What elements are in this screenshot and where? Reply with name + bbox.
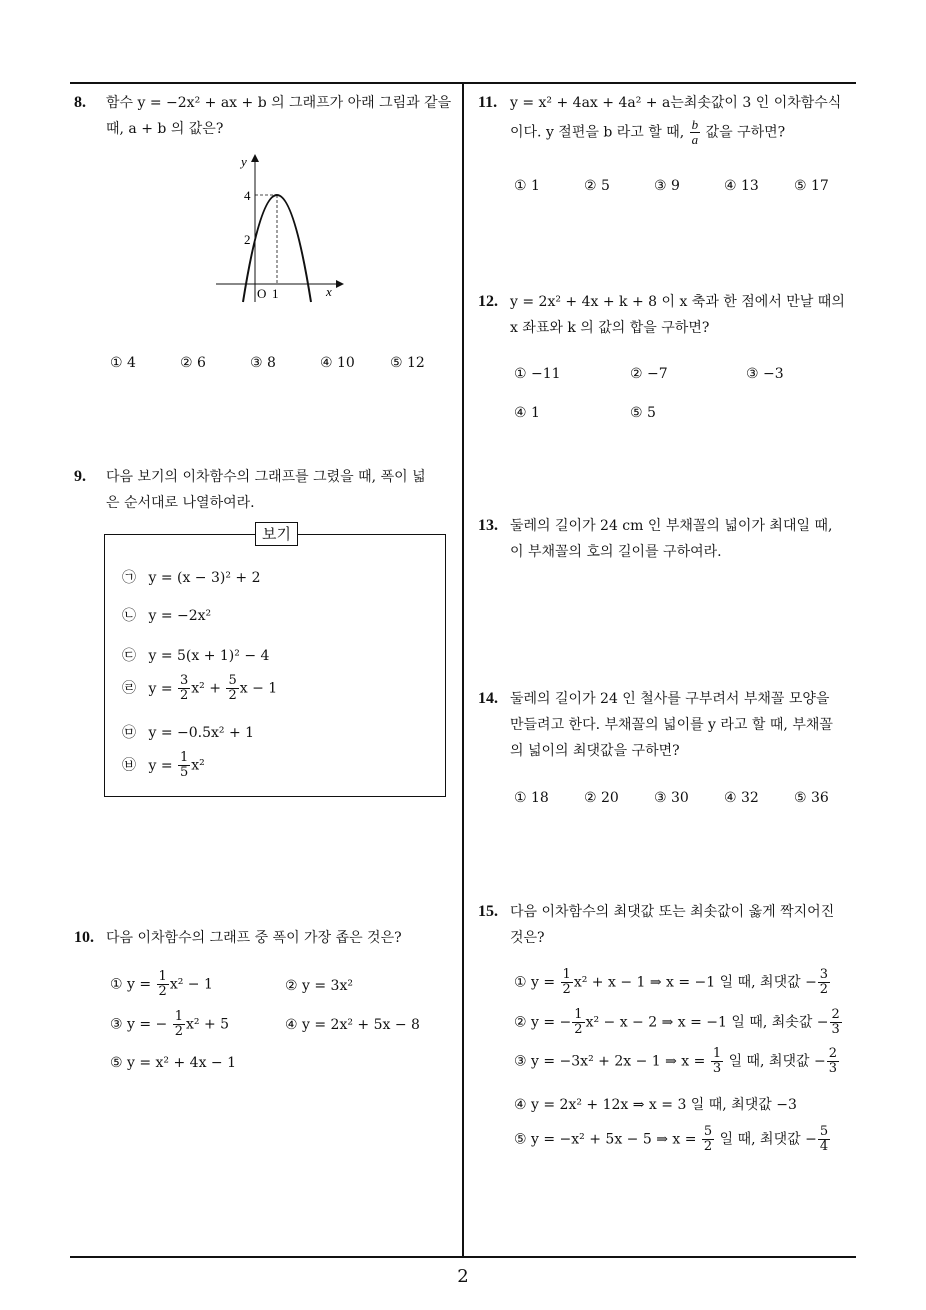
answer-option[interactable]: ② 5 bbox=[584, 178, 610, 194]
question-11 bbox=[478, 90, 858, 147]
question-text: 의 넓이의 최댓값을 구하면? bbox=[510, 743, 680, 759]
answer-option[interactable]: ① 1 bbox=[514, 178, 540, 194]
question-text: x 좌표와 k 의 값의 합을 구하면? bbox=[510, 320, 710, 336]
y-tick-label: 4 bbox=[244, 188, 251, 203]
answer-option[interactable]: ④ 13 bbox=[724, 178, 759, 194]
answer-option[interactable]: ③ 8 bbox=[250, 355, 276, 371]
answer-option[interactable]: ⑤ 36 bbox=[794, 790, 829, 806]
question-number: 12. bbox=[478, 293, 498, 310]
question-8 bbox=[74, 90, 460, 142]
example-box-title: 보기 bbox=[255, 522, 298, 546]
example-item bbox=[122, 605, 211, 625]
item-expr: x − 1 bbox=[239, 680, 278, 697]
x-axis-label: x bbox=[326, 284, 332, 299]
question-number: 13. bbox=[478, 517, 498, 534]
answer-option[interactable]: ① y = $\frac{1}{2}$ x² + x − 1 ⇒ x = −1 일 때, 최댓값 − $\frac{3}{2}$ bbox=[514, 967, 829, 997]
item-expr: y = 5(x + 1)² − 4 bbox=[148, 648, 270, 664]
answer-option[interactable]: ⑤ 5 bbox=[630, 405, 656, 421]
question-13 bbox=[478, 513, 858, 565]
question-10 bbox=[74, 925, 460, 951]
question-text: 만들려고 한다. 부채꼴의 넓이를 y 라고 할 때, 부채꼴 bbox=[510, 717, 833, 733]
example-item bbox=[122, 722, 254, 742]
question-12 bbox=[478, 289, 858, 341]
y-axis-label: y bbox=[241, 154, 247, 169]
answer-option[interactable]: ③ y = − $\frac{1}{2}$ x² + 5 bbox=[110, 1009, 230, 1039]
item-label: ㉢ bbox=[122, 648, 136, 664]
item-label: ㉣ bbox=[122, 680, 136, 697]
answer-option[interactable]: ② y = 3x² bbox=[285, 978, 353, 994]
item-expr: x² + bbox=[191, 680, 221, 697]
question-15 bbox=[478, 899, 858, 951]
answer-option[interactable]: ⑤ y = x² + 4x − 1 bbox=[110, 1055, 237, 1071]
answer-option[interactable]: ② y = − $\frac{1}{2}$ x² − x − 2 ⇒ x = −1 일 때, 최솟값 − $\frac{2}{3}$ bbox=[514, 1007, 840, 1037]
question-number: 15. bbox=[478, 903, 498, 920]
question-text: 다음 이차함수의 최댓값 또는 최솟값이 옳게 짝지어진 bbox=[510, 904, 835, 920]
item-expr: y = bbox=[148, 757, 173, 774]
answer-option[interactable]: ⑤ y = −x² + 5x − 5 ⇒ x = $\frac{5}{2}$ 일 때, 최댓값 − $\frac{5}{4}$ bbox=[514, 1124, 829, 1154]
y-tick-label: 2 bbox=[244, 232, 251, 247]
answer-option[interactable]: ① y = $\frac{1}{2}$ x² − 1 bbox=[110, 969, 213, 999]
item-expr: x² bbox=[191, 757, 205, 774]
answer-option[interactable]: ③ 9 bbox=[654, 178, 680, 194]
item-expr: y = −0.5x² + 1 bbox=[148, 725, 255, 741]
question-number: 14. bbox=[478, 690, 498, 707]
x-tick-label: 1 bbox=[272, 286, 279, 301]
bottom-rule bbox=[70, 1256, 856, 1258]
question-9 bbox=[74, 464, 460, 516]
question-text: 은 순서대로 나열하여라. bbox=[106, 495, 255, 511]
answer-option[interactable]: ④ 10 bbox=[320, 355, 355, 371]
question-text: 다음 이차함수의 그래프 중 폭이 가장 좁은 것은? bbox=[106, 930, 402, 946]
question-text: 때, a + b 의 값은? bbox=[106, 121, 224, 137]
question-text: 둘레의 길이가 24 cm 인 부채꼴의 넓이가 최대일 때, bbox=[510, 518, 833, 534]
answer-option[interactable]: ④ 1 bbox=[514, 405, 540, 421]
answer-option[interactable]: ③ −3 bbox=[746, 366, 784, 382]
question-number: 11. bbox=[478, 94, 498, 111]
answer-option[interactable]: ④ y = 2x² + 12x ⇒ x = 3 일 때, 최댓값 −3 bbox=[514, 1097, 797, 1113]
answer-option[interactable]: ④ 32 bbox=[724, 790, 759, 806]
origin-label: O bbox=[257, 286, 267, 301]
parabola-graph bbox=[210, 150, 350, 310]
example-item bbox=[122, 645, 269, 665]
page-number: 2 bbox=[457, 1266, 469, 1287]
example-item bbox=[122, 751, 205, 780]
item-expr: y = bbox=[148, 680, 173, 697]
question-text: y = 2x² + 4x + k + 8 이 x 축과 한 점에서 만날 때의 bbox=[510, 294, 845, 310]
answer-option[interactable]: ① −11 bbox=[514, 366, 561, 382]
answer-option[interactable]: ③ 30 bbox=[654, 790, 689, 806]
answer-option[interactable]: ① 18 bbox=[514, 790, 549, 806]
example-item bbox=[122, 567, 261, 587]
question-14 bbox=[478, 686, 858, 764]
answer-option[interactable]: ⑤ 12 bbox=[390, 355, 425, 371]
answer-option[interactable]: ③ y = −3x² + 2x − 1 ⇒ x = $\frac{1}{3}$ 일 때, 최댓값 − $\frac{2}{3}$ bbox=[514, 1046, 837, 1076]
question-number: 8. bbox=[74, 94, 86, 111]
column-divider bbox=[462, 82, 464, 1257]
answer-option[interactable]: ⑤ 17 bbox=[794, 178, 829, 194]
fraction: $\frac{3}{2}$ bbox=[180, 673, 189, 703]
item-label: ㉡ bbox=[122, 608, 136, 624]
fraction: $\frac{1}{5}$ bbox=[180, 750, 189, 780]
item-expr: y = −2x² bbox=[148, 608, 212, 624]
question-number: 9. bbox=[74, 468, 86, 485]
answer-option[interactable]: ② 20 bbox=[584, 790, 619, 806]
example-item bbox=[122, 674, 277, 703]
question-text: y = x² + 4ax + 4a² + a는최솟값이 3 인 이차함수식 bbox=[510, 95, 842, 111]
question-text: 이다. y 절편을 b 라고 할 때, $\frac{b}{a}$ 값을 구하면? bbox=[510, 117, 786, 147]
answer-option[interactable]: ④ y = 2x² + 5x − 8 bbox=[285, 1017, 420, 1033]
answer-option[interactable]: ① 4 bbox=[110, 355, 136, 371]
question-text: 것은? bbox=[510, 930, 545, 946]
item-label: ㉤ bbox=[122, 725, 136, 741]
answer-option[interactable]: ② −7 bbox=[630, 366, 668, 382]
answer-option[interactable]: ② 6 bbox=[180, 355, 206, 371]
question-text: 다음 보기의 이차함수의 그래프를 그렸을 때, 폭이 넓 bbox=[106, 469, 426, 485]
fraction: $\frac{5}{2}$ bbox=[228, 673, 237, 703]
question-number: 10. bbox=[74, 929, 94, 946]
item-label: ㉥ bbox=[122, 757, 136, 774]
question-text: 이 부채꼴의 호의 길이를 구하여라. bbox=[510, 544, 722, 560]
question-text: 함수 y = −2x² + ax + b 의 그래프가 아래 그림과 같을 bbox=[106, 95, 452, 111]
fraction: $\frac{b}{a}$ bbox=[691, 117, 699, 147]
item-label: ㉠ bbox=[122, 570, 136, 586]
item-expr: y = (x − 3)² + 2 bbox=[148, 570, 261, 586]
question-text: 둘레의 길이가 24 인 철사를 구부려서 부채꼴 모양을 bbox=[510, 691, 830, 707]
